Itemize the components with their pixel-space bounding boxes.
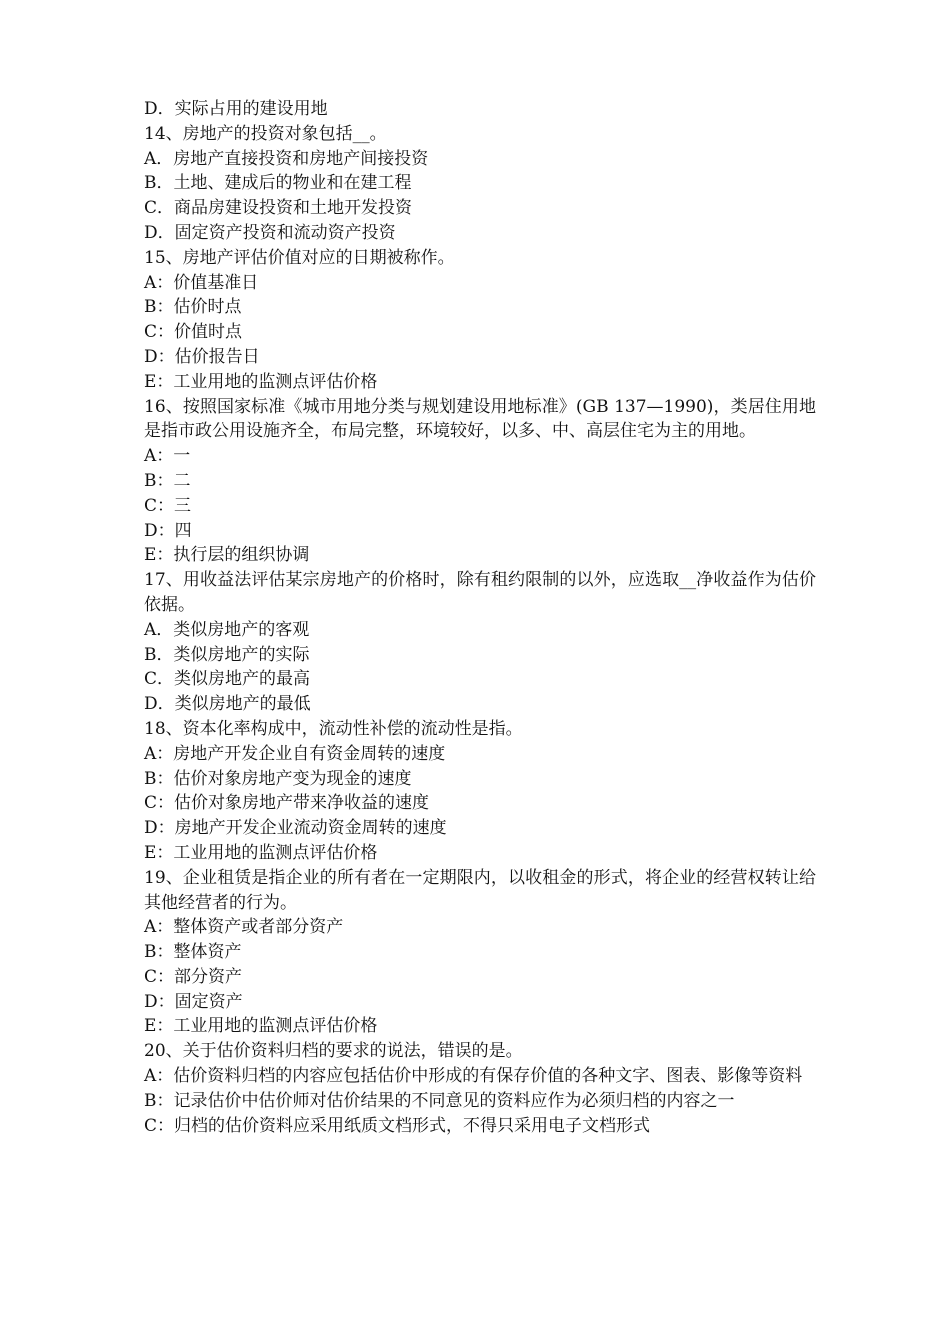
q14-stem: 14、房地产的投资对象包括__。: [144, 123, 387, 144]
q18-option-d: D：房地产开发企业流动资金周转的速度: [144, 818, 447, 839]
q16-stem: 16、按照国家标准《城市用地分类与规划建设用地标准》(GB 137—1990)，类居住用地是指市政公用设施齐全，布局完整，环境较好，以多、中、高层住宅为主的用地。: [144, 396, 816, 442]
q15-option-e: E：工业用地的监测点评估价格: [144, 371, 378, 392]
q14-option-c: C．商品房建设投资和土地开发投资: [144, 198, 413, 219]
q16-option-d: D：四: [144, 520, 192, 541]
q18-option-b: B：估价对象房地产变为现金的速度: [144, 768, 412, 789]
document-page: [144, 97, 816, 1138]
q14-option-b: B．土地、建成后的物业和在建工程: [144, 173, 412, 194]
q20-option-c: C：归档的估价资料应采用纸质文档形式，不得只采用电子文档形式: [144, 1115, 651, 1136]
q14-option-d: D．固定资产投资和流动资产投资: [144, 222, 396, 243]
q17-option-c: C．类似房地产的最高: [144, 669, 311, 690]
q18-option-e: E：工业用地的监测点评估价格: [144, 842, 378, 863]
q17-stem: 17、用收益法评估某宗房地产的价格时，除有租约限制的以外，应选取__净收益作为估价依据。: [144, 570, 816, 615]
q16-option-e: E：执行层的组织协调: [144, 545, 310, 566]
q17-option-b: B．类似房地产的实际: [144, 644, 310, 665]
q18-option-a: A：房地产开发企业自有资金周转的速度: [144, 743, 446, 764]
q15-option-d: D：估价报告日: [144, 346, 260, 367]
q20-stem: 20、关于估价资料归档的要求的说法，错误的是。: [144, 1041, 523, 1062]
q18-stem: 18、资本化率构成中，流动性补偿的流动性是指。: [144, 718, 523, 739]
q16-option-b: B：二: [144, 470, 191, 491]
q15-stem: 15、房地产评估价值对应的日期被称作。: [144, 247, 455, 268]
q20-option-b: B：记录估价中估价师对估价结果的不同意见的资料应作为必须归档的内容之一: [144, 1090, 735, 1111]
q15-option-b: B：估价时点: [144, 297, 242, 318]
q15-option-c: C：价值时点: [144, 322, 243, 343]
q19-option-a: A：整体资产或者部分资产: [144, 917, 344, 938]
q17-option-a: A．类似房地产的客观: [144, 619, 310, 640]
q16-option-c: C：三: [144, 495, 192, 516]
q19-option-c: C：部分资产: [144, 966, 243, 987]
q18-option-c: C：估价对象房地产带来净收益的速度: [144, 793, 430, 814]
q17-option-d: D．类似房地产的最低: [144, 694, 311, 715]
q14-option-a: A．房地产直接投资和房地产间接投资: [144, 148, 429, 169]
q19-option-b: B：整体资产: [144, 942, 242, 963]
q20-option-a: A：估价资料归档的内容应包括估价中形成的有保存价值的各种文字、图表、影像等资料: [144, 1066, 803, 1087]
q15-option-a: A：价值基准日: [144, 272, 259, 293]
q19-option-e: E：工业用地的监测点评估价格: [144, 1016, 378, 1037]
q16-option-a: A：一: [144, 446, 191, 467]
q19-option-d: D：固定资产: [144, 991, 243, 1012]
q19-stem: 19、企业租赁是指企业的所有者在一定期限内，以收租金的形式，将企业的经营权转让给其他经营者的行为。: [144, 867, 816, 913]
q13-option-d: D．实际占用的建设用地: [144, 99, 328, 119]
